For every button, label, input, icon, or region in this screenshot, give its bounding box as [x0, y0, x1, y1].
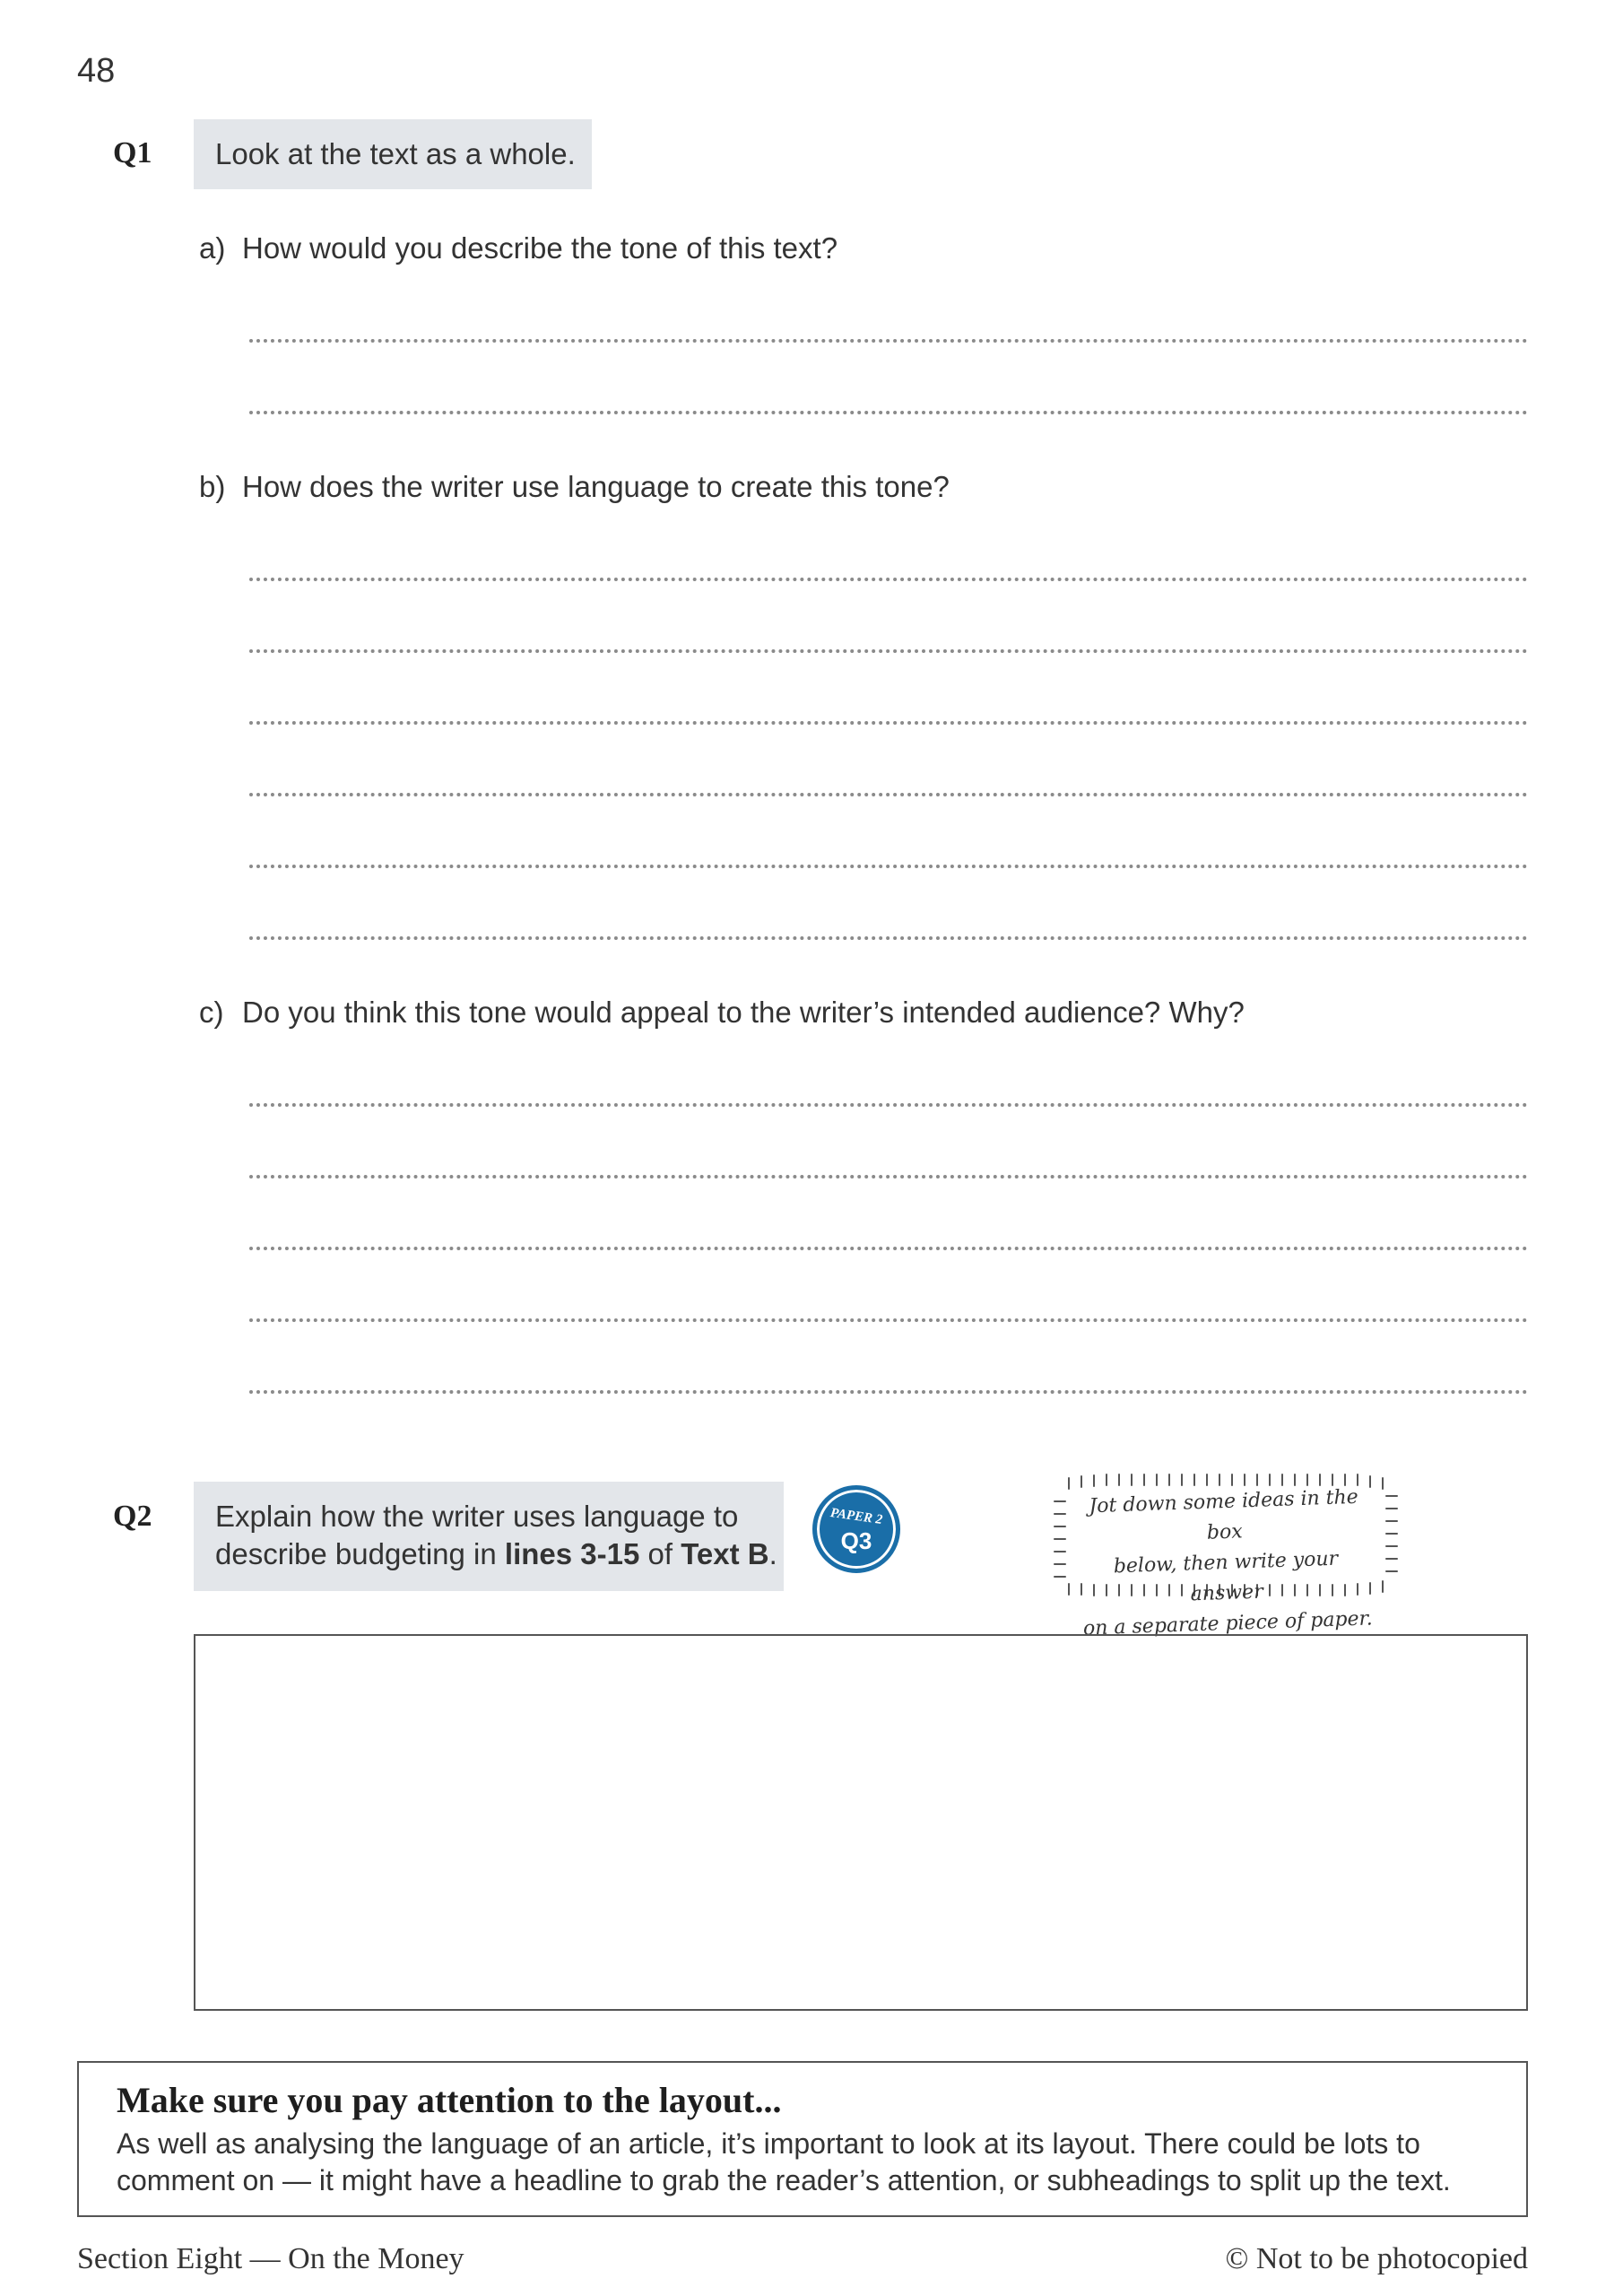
badge-question-label: Q3: [840, 1527, 872, 1554]
page-number: 48: [77, 52, 116, 90]
answer-line-1b-6[interactable]: [249, 936, 1528, 940]
question-1a-letter: a): [199, 231, 226, 265]
paper-2-q3-badge: [812, 1485, 900, 1573]
question-1-number: Q1: [113, 136, 152, 170]
question-2-prompt-line1: Explain how the writer uses language to: [215, 1500, 739, 1533]
question-1b-text: How does the writer use language to create this tone?: [242, 470, 950, 503]
answer-line-1a-1[interactable]: [249, 339, 1528, 343]
footer-section-title: Section Eight — On the Money: [77, 2242, 464, 2275]
answer-line-1c-4[interactable]: [249, 1318, 1528, 1322]
question-1b-letter: b): [199, 470, 226, 503]
answer-line-1b-3[interactable]: [249, 721, 1528, 725]
note-line-1: Jot down some ideas in the box: [1089, 1485, 1359, 1544]
question-1c: [199, 996, 1245, 1030]
ideas-box[interactable]: [194, 1634, 1528, 2011]
tip-text-line-1: As well as analysing the language of an article, it’s important to look at its layout. There could be lots to: [117, 2127, 1420, 2160]
question-2-number: Q2: [113, 1500, 152, 1533]
answer-line-1b-5[interactable]: [249, 865, 1528, 868]
question-1b: [199, 470, 950, 504]
answer-line-1c-1[interactable]: [249, 1103, 1528, 1107]
tip-text-line-2: comment on — it might have a headline to grab the reader’s attention, or subheadings to split up the text.: [117, 2164, 1451, 2196]
answer-line-1b-1[interactable]: [249, 578, 1528, 581]
question-1a-text: How would you describe the tone of this text?: [242, 231, 838, 265]
answer-line-1c-3[interactable]: [249, 1247, 1528, 1250]
jot-down-note: [1051, 1469, 1401, 1640]
question-2-prompt-box: [194, 1482, 784, 1591]
tip-title: Make sure you pay attention to the layout...: [117, 2080, 782, 2120]
question-1c-letter: c): [199, 996, 224, 1029]
prompt-lines-ref: lines 3-15: [504, 1537, 640, 1570]
answer-line-1b-2[interactable]: [249, 649, 1528, 653]
prompt-text: of: [639, 1537, 681, 1570]
question-1-prompt: Look at the text as a whole.: [215, 137, 576, 170]
answer-line-1c-5[interactable]: [249, 1390, 1528, 1394]
answer-line-1c-2[interactable]: [249, 1175, 1528, 1178]
note-line-3: on a separate piece of paper.: [1082, 1607, 1374, 1640]
prompt-text: describe budgeting in: [215, 1537, 505, 1570]
tip-text: [117, 2126, 1515, 2199]
question-1c-text: Do you think this tone would appeal to the writer’s intended audience? Why?: [242, 996, 1245, 1029]
note-line-2: below, then write your answer: [1113, 1547, 1339, 1606]
answer-line-1a-2[interactable]: [249, 411, 1528, 414]
answer-line-1b-4[interactable]: [249, 793, 1528, 796]
question-2-prompt-line2: [215, 1535, 784, 1573]
footer-copyright: © Not to be photocopied: [1225, 2242, 1528, 2275]
question-1a: [199, 231, 838, 265]
note-text: [1075, 1482, 1376, 1644]
prompt-text-ref: Text B: [681, 1537, 769, 1570]
prompt-text: .: [768, 1537, 777, 1570]
badge-paper-label: PAPER 2: [829, 1506, 884, 1527]
question-1-prompt-box: [194, 119, 592, 189]
